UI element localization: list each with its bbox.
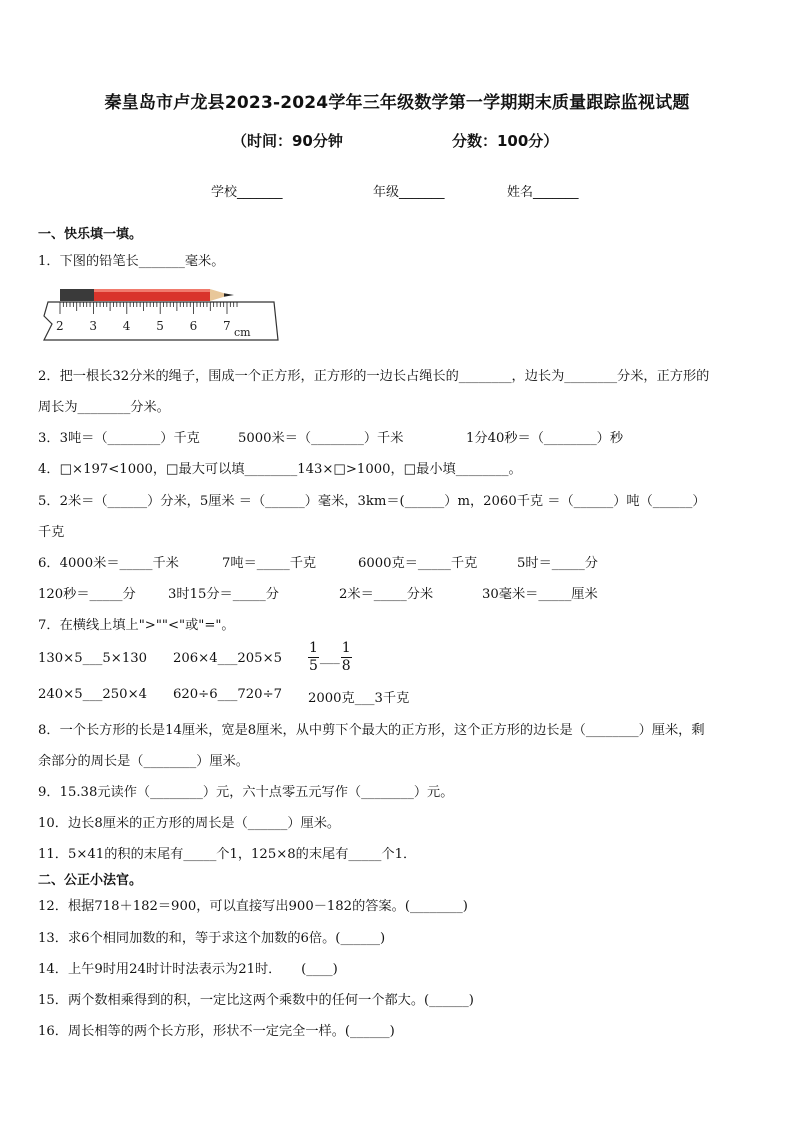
- school-field: 学校_______: [211, 185, 283, 200]
- question-6g: 2米＝_____分米: [339, 587, 434, 602]
- question-7-r2b: 620÷6___720÷7: [173, 687, 283, 702]
- question-6e: 120秒＝_____分: [38, 587, 136, 602]
- question-13: 13．求6个相同加数的和，等于求这个加数的6倍。(______): [38, 931, 386, 946]
- ruler-tick-label: 4: [122, 319, 131, 333]
- section-heading-2: 二、公正小法官。: [38, 873, 143, 888]
- pencil-ruler-illustration: [40, 280, 280, 342]
- question-5-line1: 5．2米＝（______）分米，5厘米 ＝（______）毫米，3km＝(______）m，2060千克 ＝（______）吨（______）: [38, 494, 706, 509]
- question-8-line1: 8．一个长方形的长是14厘米，宽是8厘米，从中剪下个最大的正方形，这个正方形的边长是（________）厘米，剩: [38, 723, 705, 738]
- question-6b: 7吨＝_____千克: [222, 556, 317, 571]
- question-3a: 3．3吨＝（________）千克: [38, 431, 200, 446]
- grade-field: 年级_______: [373, 185, 445, 200]
- fraction-one-eighth: $\frac{1}{8}$: [341, 640, 351, 674]
- question-7-r2a: 240×5___250×4: [38, 687, 148, 702]
- question-14: 14．上午9时用24时计时法表示为21时． (____): [38, 962, 338, 977]
- question-1: 1．下图的铅笔长_______毫米。: [38, 254, 225, 269]
- ruler-tick-label: 6: [189, 319, 198, 333]
- question-7: 7．在横线上填上">""<"或"="。: [38, 618, 235, 633]
- question-6c: 6000克＝_____千克: [358, 556, 478, 571]
- page-title: 秦皇岛市卢龙县2023-2024学年三年级数学第一学期期末质量跟踪监视试题: [104, 93, 690, 113]
- question-11: 11．5×41的积的末尾有_____个1，125×8的末尾有_____个1．: [38, 847, 417, 862]
- exam-time: （时间：90分钟: [232, 132, 343, 150]
- question-16: 16．周长相等的两个长方形，形状不一定完全一样。(______): [38, 1024, 395, 1039]
- name-field: 姓名_______: [507, 185, 579, 200]
- ruler-tick-label: 5: [156, 319, 164, 333]
- ruler-tick-label: 7: [223, 319, 231, 333]
- question-8-line2: 余部分的周长是（________）厘米。: [38, 754, 249, 769]
- question-2-line2: 周长为________分米。: [38, 400, 170, 415]
- exam-score: 分数：100分）: [452, 132, 559, 150]
- question-3b: 5000米＝（________）千米: [238, 431, 404, 446]
- pencil-ruler-figure: [40, 280, 280, 342]
- compare-blank: ___: [319, 650, 340, 665]
- question-7-r1a: 130×5___5×130: [38, 651, 148, 666]
- question-7-fraction-compare: [308, 640, 352, 675]
- section-heading-1: 一、快乐填一填。: [38, 227, 143, 242]
- fraction-one-fifth: $\frac{1}{5}$: [309, 640, 318, 674]
- question-12: 12．根据718＋182＝900，可以直接写出900－182的答案。(________): [38, 899, 468, 914]
- question-6f: 3时15分＝_____分: [168, 587, 279, 602]
- question-5-line2: 千克: [38, 525, 65, 540]
- question-6a: 6．4000米＝_____千米: [38, 556, 179, 571]
- question-2-line1: 2．把一根长32分米的绳子，围成一个正方形，正方形的一边长占绳长的________，边长为________分米，正方形的: [38, 369, 710, 384]
- question-6h: 30毫米＝_____厘米: [482, 587, 598, 602]
- ruler-unit: cm: [234, 326, 251, 339]
- question-10: 10．边长8厘米的正方形的周长是（______）厘米。: [38, 816, 341, 831]
- question-3c: 1分40秒＝（________）秒: [466, 431, 624, 446]
- question-15: 15．两个数相乘得到的积，一定比这两个乘数中的任何一个都大。(______): [38, 993, 474, 1008]
- question-4: 4．□×197<1000，□最大可以填________143×□>1000，□最小填________。: [38, 462, 522, 477]
- ruler-tick-label: 2: [56, 319, 64, 333]
- question-6d: 5时＝_____分: [517, 556, 598, 571]
- question-7-r1b: 206×4___205×5: [173, 651, 283, 666]
- question-7-r2c: 2000克___3千克: [308, 691, 410, 706]
- ruler-tick-label: 3: [89, 319, 98, 333]
- question-9: 9．15.38元读作（________）元，六十点零五元写作（________）元。: [38, 785, 454, 800]
